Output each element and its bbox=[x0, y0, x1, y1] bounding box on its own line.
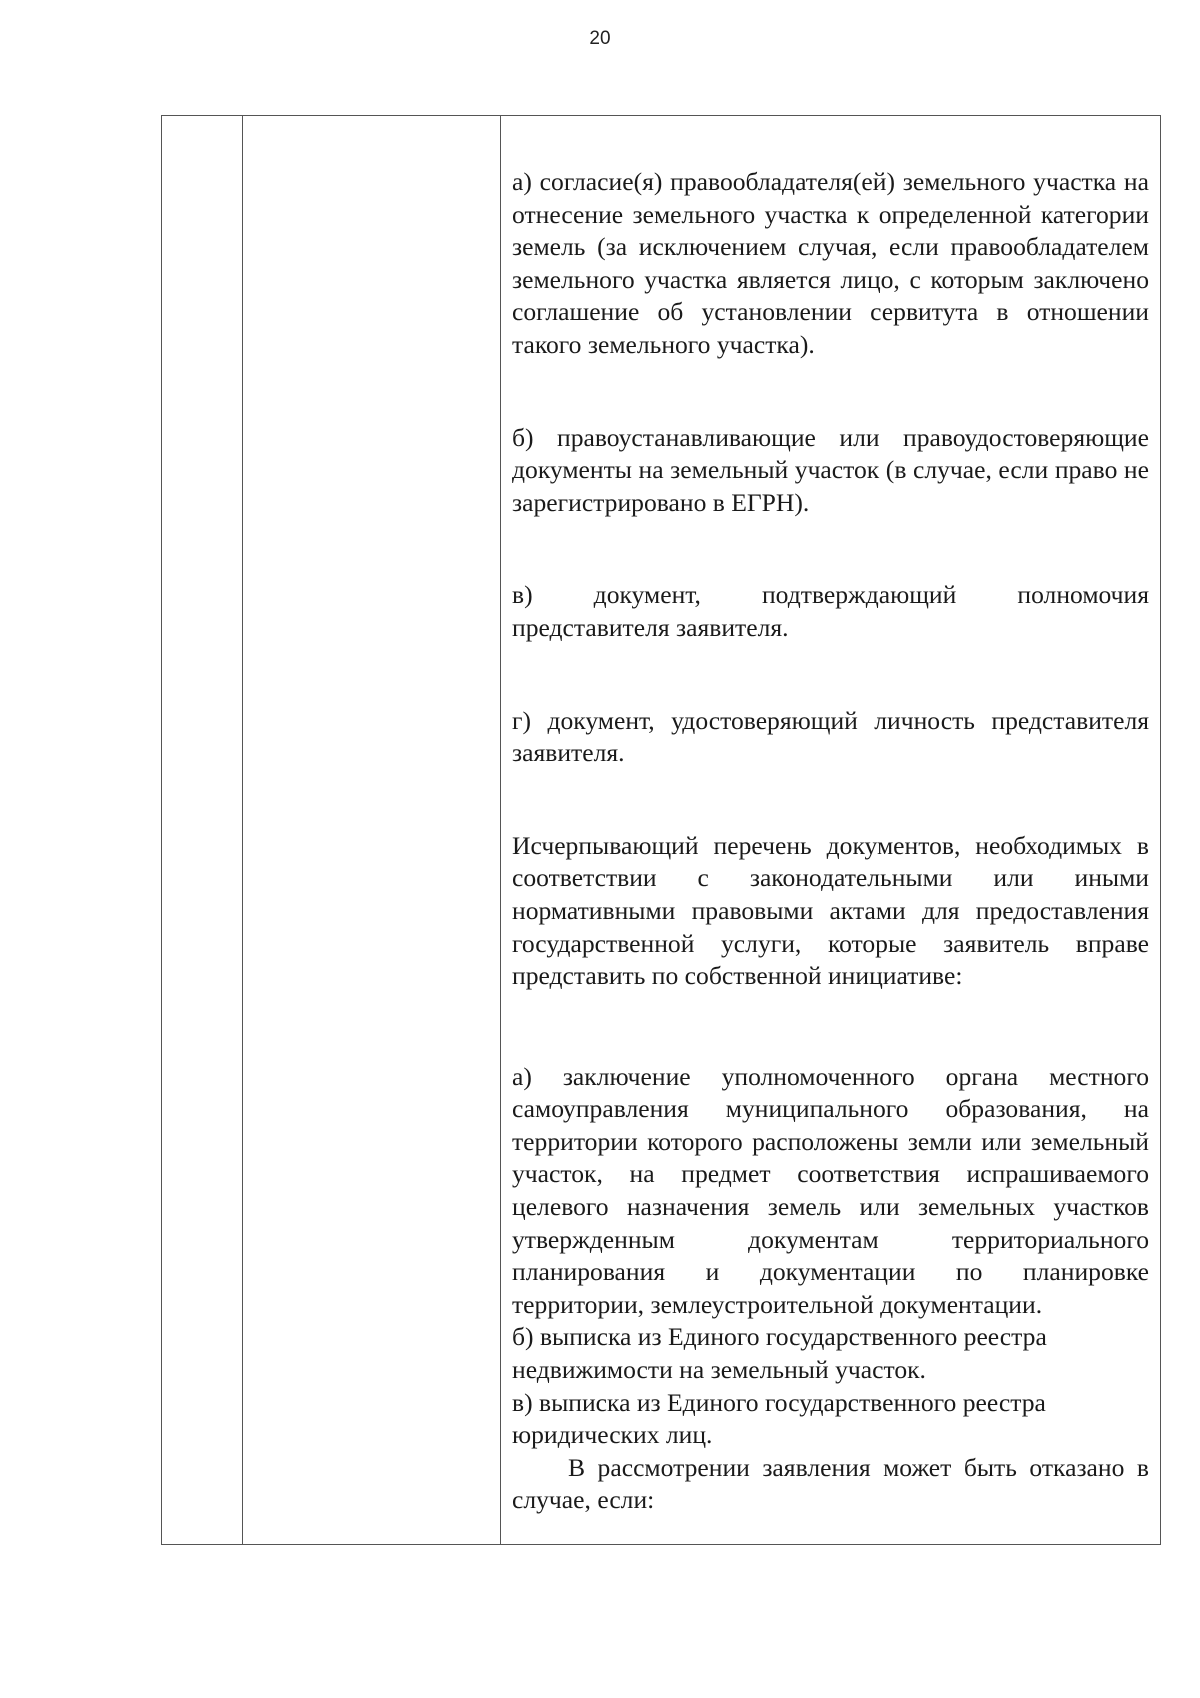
optional-doc-b-line2: недвижимости на земельный участок. bbox=[512, 1355, 926, 1385]
optional-doc-a: а) заключение уполномоченного органа местного самоуправления муниципального образования, на территории которого расположены земли или земельный участок, на предмет соответствия испрашиваемого целевого назначения земель или земельных участков утвержденным документам территориального планирования и документации по планировке территории, землеустроительной документации. bbox=[512, 1061, 1149, 1319]
page-number: 20 bbox=[589, 28, 611, 49]
required-doc-a: а) согласие(я) правообладателя(ей) земельного участка на отнесение земельного участка к определенной категории земель (за исключением случая, если правообладателем земельного участка является лицо, с которым заключено соглашение об установлении сервитута в отношении такого земельного участка). bbox=[512, 167, 1149, 359]
optional-doc-v-line1: в) выписка из Единого государственного реестра bbox=[512, 1387, 1046, 1417]
optional-doc-v-line2: юридических лиц. bbox=[512, 1420, 713, 1450]
table-cell-name bbox=[243, 116, 501, 1544]
optional-docs-heading: Исчерпывающий перечень документов, необходимых в соответствии с законодательными или иными нормативными правовыми актами для предоставления государственной услуги, которые заявитель вправе представить по собственной инициативе: bbox=[512, 830, 1149, 991]
refusal-text: В рассмотрении заявления может быть отказано в случае, если: bbox=[512, 1452, 1149, 1515]
table-cell-number bbox=[162, 116, 243, 1544]
required-doc-b: б) правоустанавливающие или правоудостоверяющие документы на земельный участок (в случае, если право не зарегистрировано в ЕГРН). bbox=[512, 422, 1149, 517]
optional-doc-b bbox=[512, 1321, 1149, 1386]
optional-doc-b-line1: б) выписка из Единого государственного реестра bbox=[512, 1322, 1047, 1352]
table-cell-content bbox=[501, 116, 1160, 1544]
document-table bbox=[161, 115, 1161, 1545]
required-doc-v: в) документ, подтверждающий полномочия представителя заявителя. bbox=[512, 580, 1149, 642]
required-doc-g: г) документ, удостоверяющий личность представителя заявителя. bbox=[512, 705, 1149, 768]
optional-doc-v bbox=[512, 1387, 1149, 1452]
